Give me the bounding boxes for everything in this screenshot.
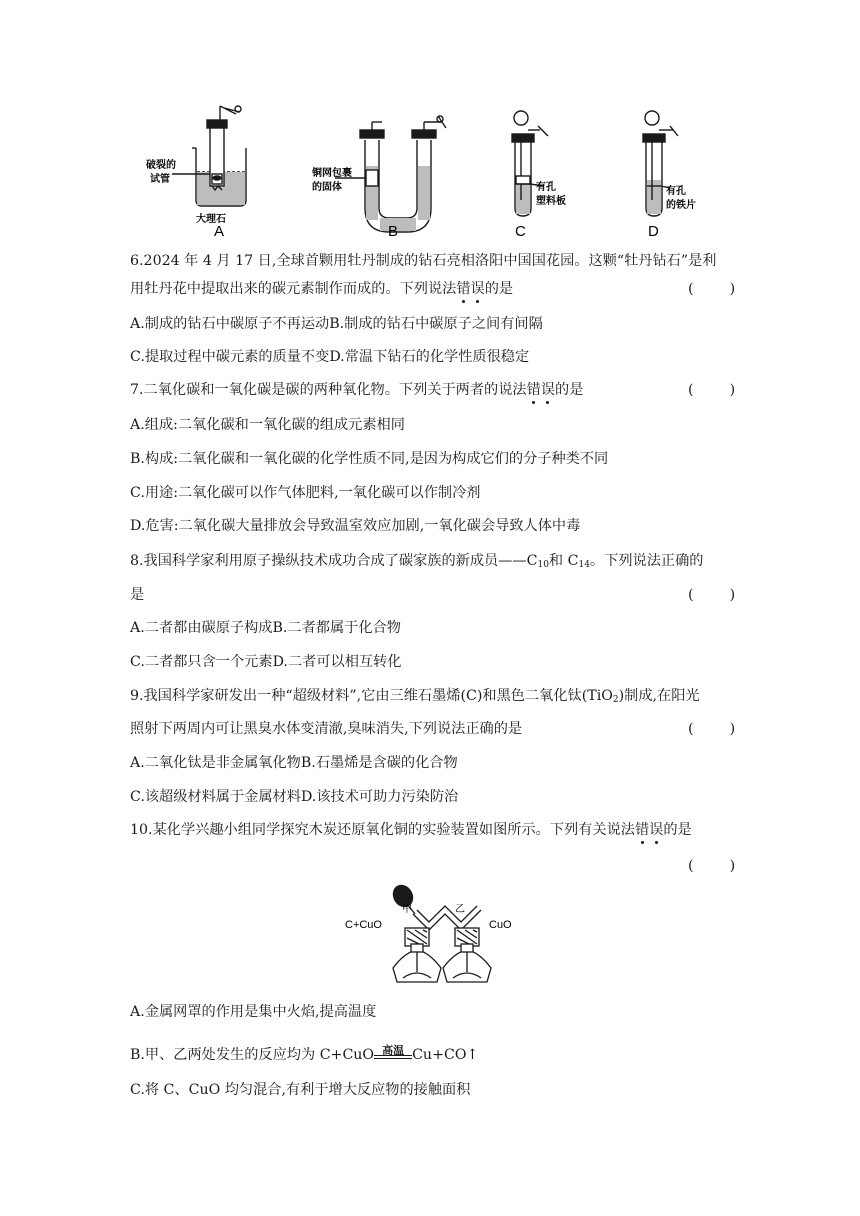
q7-option-a[interactable]: A.组成:二氧化碳和一氧化碳的组成元素相同 (130, 417, 405, 433)
q9-stem-line2: 照射下两周内可让黑臭水体变清澈,臭味消失,下列说法正确的是 (130, 721, 523, 737)
q8-stem-line1: 8.我国科学家利用原子操纵技术成功合成了碳家族的新成员$——C_{10}$和 $C_{14}$。下列说法正确的 (130, 553, 704, 570)
q9-option-d[interactable]: D.该技术可助力污染防治 (300, 789, 459, 805)
q8-option-a[interactable]: A.二者都由碳原子构成 (130, 620, 273, 636)
q8-option-b[interactable]: B.二者都属于化合物 (272, 620, 401, 636)
q9-answer-blank[interactable]: ( ) (688, 721, 736, 737)
fig-label-yi: 乙 (455, 904, 465, 915)
q10-stem: 10.某化学兴趣小组同学探究木炭还原氧化铜的实验装置如图所示。下列有关说法错误的是 (130, 822, 692, 838)
emphasis-mark: 误 (540, 382, 556, 398)
q8-option-c[interactable]: C.二者都只含一个元素 (130, 654, 273, 670)
q8-options-ab (130, 618, 401, 638)
q6-options-ab (130, 314, 543, 334)
label-broken-tube-line2: 试管 (150, 174, 170, 185)
q9-stem-line1: 9.我国科学家研发出一种“超级材料”,它由三维石墨烯(C)和黑色二氧化钛(TiO$_2$)制成,在阳光 (130, 688, 700, 705)
label-plastic-plate-line1: 有孔 (536, 182, 556, 193)
q9-options-cd (130, 787, 458, 807)
q10-option-a[interactable]: A.金属网罩的作用是集中火焰,提高温度 (130, 1004, 377, 1020)
q8-stem-line2: 是 (130, 587, 145, 603)
q9-options-ab (130, 753, 458, 773)
q9-option-a[interactable]: A.二氧化钛是非金属氧化物 (130, 755, 301, 771)
q7-stem: 7.二氧化碳和一氧化碳是碳的两种氧化物。下列关于两者的说法错误的是 (130, 382, 584, 398)
label-plastic-plate-line2: 塑料板 (536, 196, 566, 207)
caption-c: C (515, 223, 526, 240)
gas-generator-apparatus-figure (130, 100, 730, 240)
emphasis-mark: 误 (649, 822, 664, 838)
label-iron-plate-line2: 的铁片 (666, 200, 696, 211)
fig-label-c-cuo: C+CuO (345, 919, 382, 931)
q8-answer-blank[interactable]: ( ) (688, 587, 736, 603)
q6-option-c[interactable]: C.提取过程中碳元素的质量不变 (130, 349, 330, 365)
q6-stem-line1: 6.2024 年 4 月 17 日,全球首颗用牡丹制成的钻石亮相洛阳中国国花园。这颗“牡丹钻石”是利 (130, 253, 717, 269)
q9-option-c[interactable]: C.该超级材料属于金属材料 (130, 789, 301, 805)
fig-label-cuo: CuO (489, 919, 512, 931)
label-copper-mesh-line1: 铜网包裹 (312, 168, 352, 179)
charcoal-reduction-apparatus-figure (345, 882, 525, 992)
q6-option-a[interactable]: A.制成的钻石中碳原子不再运动 (130, 316, 330, 332)
q6-option-b[interactable]: B.制成的钻石中碳原子之间有间隔 (329, 316, 543, 332)
q10-answer-blank[interactable]: ( ) (688, 858, 736, 874)
q8-options-cd (130, 652, 401, 672)
q7-answer-blank[interactable]: ( ) (688, 382, 736, 398)
q9-option-b[interactable]: B.石墨烯是含碳的化合物 (300, 755, 458, 771)
q10-option-b[interactable]: B.甲、乙两处发生的反应均为 C+CuO 高温 Cu+CO↑ (130, 1044, 479, 1063)
q7-option-b[interactable]: B.构成:二氧化碳和一氧化碳的化学性质不同,是因为构成它们的分子种类不同 (130, 451, 609, 467)
q6-options-cd (130, 347, 529, 367)
q6-answer-blank[interactable]: ( ) (688, 281, 736, 297)
caption-d: D (648, 223, 659, 240)
emphasis-mark: 错 (634, 822, 650, 838)
q8-option-d[interactable]: D.二者可以相互转化 (272, 654, 402, 670)
label-copper-mesh-line2: 的固体 (312, 182, 342, 193)
q6-stem-line2: 用牡丹花中提取出来的碳元素制作而成的。下列说法错误的是 (130, 281, 514, 297)
q6-option-d[interactable]: D.常温下钻石的化学性质很稳定 (329, 349, 530, 365)
label-iron-plate-line1: 有孔 (666, 186, 686, 197)
label-broken-tube-line1: 破裂的 (146, 160, 176, 171)
caption-b: B (388, 223, 399, 240)
emphasis-mark: 误 (470, 281, 485, 297)
fig-label-jia: 甲 (402, 904, 412, 915)
emphasis-mark: 错 (526, 382, 541, 398)
q10-option-c[interactable]: C.将 C、CuO 均匀混合,有利于增大反应物的接触面积 (130, 1082, 471, 1098)
caption-a: A (214, 223, 225, 240)
emphasis-mark: 错 (456, 281, 471, 297)
q7-option-c[interactable]: C.用途:二氧化碳可以作气体肥料,一氧化碳可以作制冷剂 (130, 485, 481, 501)
label-marble: 大理石 (196, 214, 226, 225)
reaction-condition: 高温 (374, 1055, 412, 1065)
q7-option-d[interactable]: D.危害:二氧化碳大量排放会导致温室效应加剧,一氧化碳会导致人体中毒 (130, 518, 581, 534)
